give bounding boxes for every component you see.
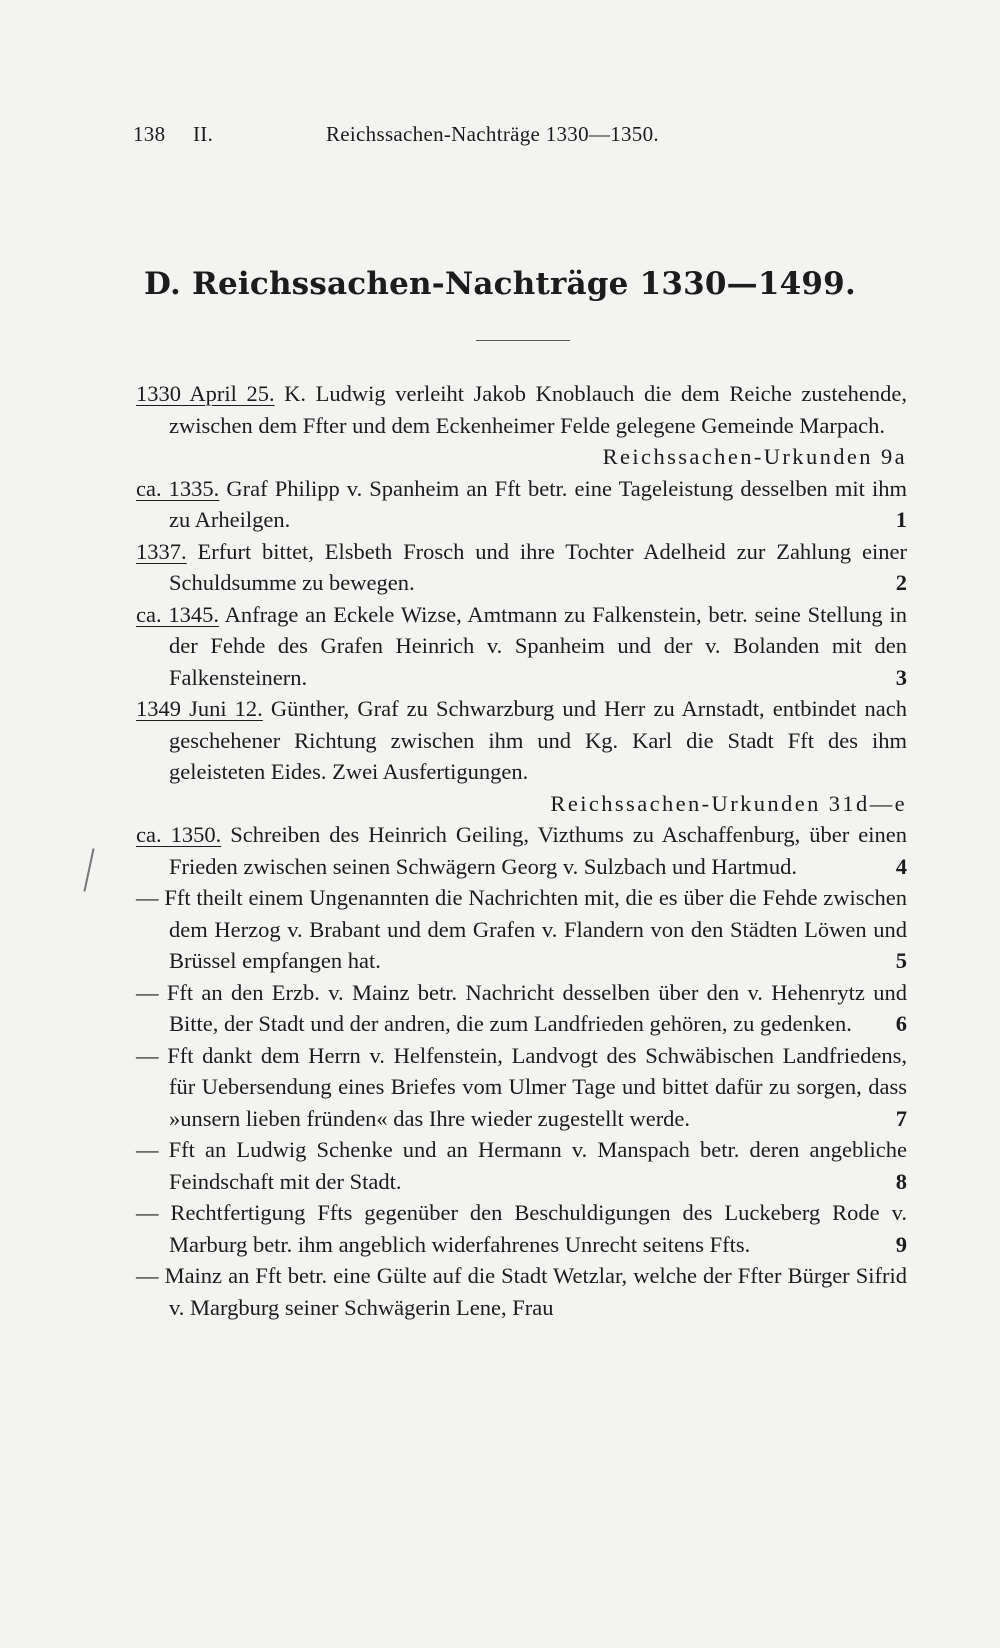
entry-number: 8: [895, 1168, 907, 1194]
page-number: 138: [133, 122, 166, 146]
entry-text: K. Ludwig verleiht Jakob Knoblauch die dem Reiche zustehende, zwischen dem Ffter und dem Eckenheimer Felde gelegene Gemeinde Marpach.: [169, 381, 907, 438]
entry-number: 3: [895, 664, 907, 690]
entry-text: Graf Philipp v. Spanheim an Fft betr. eine Tageleistung desselben mit ihm zu Arheilgen.: [169, 475, 907, 532]
entry-dash: —: [136, 885, 159, 910]
entry-dash: —: [136, 1042, 159, 1068]
entry: [136, 693, 907, 819]
entry-reference: Reichssachen-Urkunden 31d—e: [550, 790, 907, 816]
entry-date: 1349 Juni 12.: [136, 696, 263, 721]
entry: [136, 819, 907, 882]
entry-text: Fft an den Erzb. v. Mainz betr. Nachricht desselben über den v. Hehenrytz und Bitte, der Stadt und der andren, die zum Landfrieden gehören, zu gedenken.: [158, 979, 907, 1036]
margin-pencil-mark: [83, 848, 94, 891]
entry-text: Günther, Graf zu Schwarzburg und Herr zu Arnstadt, entbindet nach geschehener Richtung zwischen ihm und Kg. Karl die Stadt Fft des ihm geleisteten Eides. Zwei Ausfertigungen.: [169, 696, 907, 784]
entry-date: 1337.: [136, 538, 187, 564]
entry-date: ca. 1345.: [136, 601, 220, 627]
entry-number: 6: [895, 1011, 907, 1036]
entry: [136, 378, 907, 473]
entries-list: [136, 378, 907, 1323]
entry: [136, 1040, 907, 1135]
entry: [136, 882, 907, 977]
entry-reference: Reichssachen-Urkunden 9a: [602, 444, 907, 469]
section-number: II.: [193, 122, 214, 146]
entry-date: ca. 1350.: [136, 822, 222, 847]
section-title: D. Reichssachen-Nachträge 1330—1499.: [144, 266, 856, 302]
entry-text: Mainz an Fft betr. eine Gülte auf die Stadt Wetzlar, welche der Ffter Bürger Sifrid v. Margburg seiner Schwägerin Lene, Frau: [158, 1263, 907, 1320]
entry: [136, 1260, 907, 1323]
entry-text: Fft dankt dem Herrn v. Helfenstein, Landvogt des Schwäbischen Landfriedens, für Uebersendung eines Briefes vom Ulmer Tage und bittet dafür zu sorgen, dass »unsern lieben fründen« das Ihre wieder zugestellt werde.: [158, 1042, 907, 1131]
running-title: Reichssachen-Nachträge 1330—1350.: [326, 122, 659, 146]
entry-date: 1330 April 25.: [136, 381, 275, 406]
entry-number: 7: [895, 1105, 907, 1131]
entry-number: 2: [895, 570, 907, 595]
entry-text: Fft an Ludwig Schenke und an Hermann v. Manspach betr. deren angebliche Feindschaft mit der Stadt.: [158, 1137, 907, 1194]
entry-date: ca. 1335.: [136, 475, 220, 501]
entry: [136, 1197, 907, 1260]
entry: [136, 1134, 907, 1197]
entry: [136, 536, 907, 599]
entry-text: Schreiben des Heinrich Geiling, Vizthums zu Aschaffenburg, über einen Frieden zwischen seinen Schwägern Georg v. Sulzbach und Hartmud.: [169, 822, 907, 879]
entry-text: Anfrage an Eckele Wizse, Amtmann zu Falkenstein, betr. seine Stellung in der Fehde des Grafen Heinrich v. Spanheim und der v. Bolanden mit den Falkensteinern.: [169, 601, 907, 690]
entry-number: 1: [895, 507, 907, 532]
entry-dash: —: [136, 1137, 159, 1162]
entry: [136, 599, 907, 694]
entry-text: Fft theilt einem Ungenannten die Nachrichten mit, die es über die Fehde zwischen dem Herzog v. Brabant und dem Grafen v. Flandern von den Städten Löwen und Brüssel empfangen hat.: [158, 885, 907, 973]
entry: [136, 977, 907, 1040]
entry-dash: —: [136, 979, 159, 1005]
entry-number: 9: [895, 1231, 907, 1257]
entry-dash: —: [136, 1200, 159, 1225]
entry-number: 4: [895, 853, 907, 879]
entry: [136, 473, 907, 536]
title-rule: [476, 340, 570, 341]
entry-text: Erfurt bittet, Elsbeth Frosch und ihre Tochter Adelheid zur Zahlung einer Schuldsumme zu bewegen.: [169, 538, 907, 595]
entry-number: 5: [895, 948, 907, 973]
entry-text: Rechtfertigung Ffts gegenüber den Beschuldigungen des Luckeberg Rode v. Marburg betr. ihm angeblich widerfahrenes Unrecht seitens Ffts.: [158, 1200, 907, 1257]
entry-dash: —: [136, 1263, 159, 1288]
